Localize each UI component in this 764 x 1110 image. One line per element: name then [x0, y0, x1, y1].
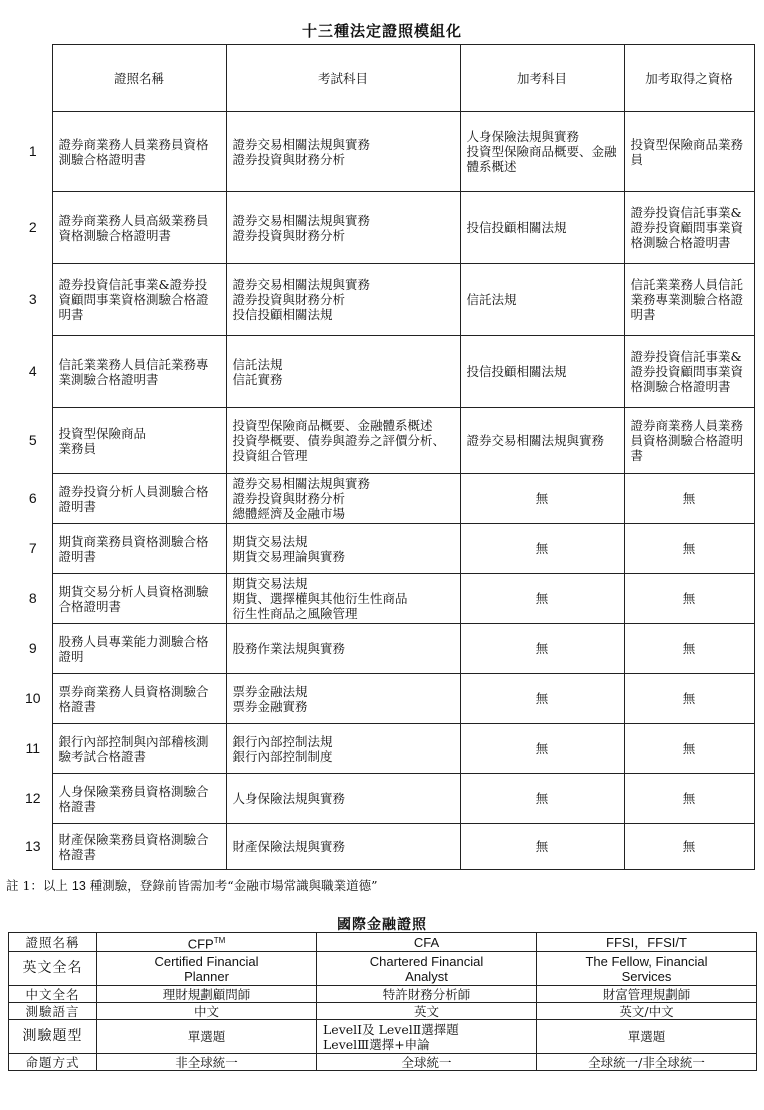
- extra-qualification-cell: 證券投資信託事業&證券投資顧問事業資格測驗合格證明書: [624, 192, 754, 264]
- header-extra-qualification: 加考取得之資格: [624, 45, 754, 112]
- row-number: 4: [14, 336, 52, 408]
- cert-name-cell: 證券商業務人員高級業務員資格測驗合格證明書: [52, 192, 226, 264]
- intl-label: 證照名稱: [9, 933, 97, 952]
- extra-qualification-cell: 證券商業務人員業務員資格測驗合格證明書: [624, 408, 754, 474]
- table-row: [14, 524, 754, 574]
- extra-qualification-cell: 無: [624, 524, 754, 574]
- intl-row-chinese: [9, 986, 757, 1003]
- intl-cell-ffsi: FFSI，FFSI/T: [537, 933, 757, 952]
- table-row: [14, 264, 754, 336]
- row-number: 11: [14, 724, 52, 774]
- table-row: [14, 408, 754, 474]
- extra-qualification-cell: 無: [624, 774, 754, 824]
- exam-subjects-cell: 證券交易相關法規與實務 證券投資與財務分析: [226, 112, 460, 192]
- table-row: [14, 774, 754, 824]
- intl-cell-cfa: Chartered Financial Analyst: [317, 952, 537, 986]
- extra-qualification-cell: 投資型保險商品業務員: [624, 112, 754, 192]
- cert-name-cell: 人身保險業務員資格測驗合格證書: [52, 774, 226, 824]
- intl-cell-cfp: 中文: [97, 1003, 317, 1020]
- extra-subjects-cell: 無: [460, 474, 624, 524]
- cert-name-cell: 信託業業務人員信託業務專業測驗合格證明書: [52, 336, 226, 408]
- intl-cell-cfp: Certified Financial Planner: [97, 952, 317, 986]
- cert-name-cell: 證券商業務人員業務員資格測驗合格證明書: [52, 112, 226, 192]
- cert-name-cell: 股務人員專業能力測驗合格證明: [52, 624, 226, 674]
- extra-subjects-cell: 無: [460, 774, 624, 824]
- extra-qualification-cell: 信託業業務人員信託業務專業測驗合格證明書: [624, 264, 754, 336]
- intl-label: 測驗題型: [9, 1020, 97, 1054]
- intl-cell-cfa: 全球統一: [317, 1054, 537, 1071]
- cert-name-cell: 期貨商業務員資格測驗合格證明書: [52, 524, 226, 574]
- intl-label: 中文全名: [9, 986, 97, 1003]
- extra-subjects-cell: 證券交易相關法規與實務: [460, 408, 624, 474]
- page-title: 十三種法定證照模組化: [301, 22, 462, 40]
- table-row: [14, 574, 754, 624]
- intl-cell-cfa: 英文: [317, 1003, 537, 1020]
- intl-table: [8, 932, 757, 1071]
- exam-subjects-cell: 投資型保險商品概要、金融體系概述 投資學概要、債券與證券之評價分析、投資組合管理: [226, 408, 460, 474]
- license-table: [14, 44, 755, 870]
- table-row: [14, 674, 754, 724]
- extra-subjects-cell: 信託法規: [460, 264, 624, 336]
- footnote: 註 1：以上 13 種測驗，登錄前皆需加考“金融市場常識與職業道德”: [6, 878, 378, 893]
- intl-row-format: [9, 1020, 757, 1054]
- cert-name-cell: 期貨交易分析人員資格測驗合格證明書: [52, 574, 226, 624]
- row-number: 5: [14, 408, 52, 474]
- exam-subjects-cell: 證券交易相關法規與實務 證券投資與財務分析 總體經濟及金融市場: [226, 474, 460, 524]
- cert-name-cell: 票券商業務人員資格測驗合格證書: [52, 674, 226, 724]
- intl-label: 命題方式: [9, 1054, 97, 1071]
- extra-subjects-cell: 無: [460, 574, 624, 624]
- row-number: 6: [14, 474, 52, 524]
- intl-row-cert: [9, 933, 757, 952]
- extra-qualification-cell: 無: [624, 574, 754, 624]
- table-row: [14, 824, 754, 870]
- intl-cell-ffsi: 英文/中文: [537, 1003, 757, 1020]
- intl-row-english: [9, 952, 757, 986]
- exam-subjects-cell: 股務作業法規與實務: [226, 624, 460, 674]
- extra-subjects-cell: 無: [460, 674, 624, 724]
- exam-subjects-cell: 財產保險法規與實務: [226, 824, 460, 870]
- row-number: 7: [14, 524, 52, 574]
- table-row: [14, 336, 754, 408]
- table-row: [14, 624, 754, 674]
- row-number: 10: [14, 674, 52, 724]
- intl-cell-cfa: LevelⅠ及 LevelⅡ選擇題 LevelⅢ選擇+申論: [317, 1020, 537, 1054]
- extra-subjects-cell: 投信投顧相關法規: [460, 336, 624, 408]
- exam-subjects-cell: 期貨交易法規 期貨交易理論與實務: [226, 524, 460, 574]
- row-number: 3: [14, 264, 52, 336]
- exam-subjects-cell: 票券金融法規 票券金融實務: [226, 674, 460, 724]
- row-number: 13: [14, 824, 52, 870]
- cert-name-cell: 證券投資分析人員測驗合格證明書: [52, 474, 226, 524]
- exam-subjects-cell: 信託法規 信託實務: [226, 336, 460, 408]
- extra-subjects-cell: 投信投顧相關法規: [460, 192, 624, 264]
- exam-subjects-cell: 期貨交易法規 期貨、選擇權與其他衍生性商品 衍生性商品之風險管理: [226, 574, 460, 624]
- extra-qualification-cell: 無: [624, 674, 754, 724]
- intl-title: 國際金融證照: [337, 917, 427, 933]
- row-number: 8: [14, 574, 52, 624]
- cert-name-cell: 銀行內部控制與內部稽核測驗考試合格證書: [52, 724, 226, 774]
- intl-label: 測驗語言: [9, 1003, 97, 1020]
- table-row: [14, 474, 754, 524]
- intl-row-language: [9, 1003, 757, 1020]
- extra-qualification-cell: 無: [624, 824, 754, 870]
- intl-cell-ffsi: 單選題: [537, 1020, 757, 1054]
- header-exam-subjects: 考試科目: [226, 45, 460, 112]
- exam-subjects-cell: 證券交易相關法規與實務 證券投資與財務分析: [226, 192, 460, 264]
- row-number: 9: [14, 624, 52, 674]
- cert-name-cell: 證券投資信託事業&證券投資顧問事業資格測驗合格證明書: [52, 264, 226, 336]
- intl-cell-cfa: CFA: [317, 933, 537, 952]
- table-row: [14, 112, 754, 192]
- intl-cell-cfa: 特許財務分析師: [317, 986, 537, 1003]
- intl-row-method: [9, 1054, 757, 1071]
- exam-subjects-cell: 銀行內部控制法規 銀行內部控制制度: [226, 724, 460, 774]
- intl-cell-cfp: 理財規劃顧問師: [97, 986, 317, 1003]
- extra-subjects-cell: 無: [460, 524, 624, 574]
- row-number: 2: [14, 192, 52, 264]
- extra-qualification-cell: 無: [624, 624, 754, 674]
- extra-subjects-cell: 人身保險法規與實務 投資型保險商品概要、金融體系概述: [460, 112, 624, 192]
- exam-subjects-cell: 人身保險法規與實務: [226, 774, 460, 824]
- extra-qualification-cell: 無: [624, 724, 754, 774]
- intl-cell-ffsi: The Fellow, Financial Services: [537, 952, 757, 986]
- table-row: [14, 724, 754, 774]
- extra-qualification-cell: 無: [624, 474, 754, 524]
- extra-qualification-cell: 證券投資信託事業&證券投資顧問事業資格測驗合格證明書: [624, 336, 754, 408]
- extra-subjects-cell: 無: [460, 724, 624, 774]
- extra-subjects-cell: 無: [460, 824, 624, 870]
- header-cert-name: 證照名稱: [52, 45, 226, 112]
- row-number: 12: [14, 774, 52, 824]
- cert-name-cell: 財產保險業務員資格測驗合格證書: [52, 824, 226, 870]
- header-number: [14, 45, 52, 112]
- header-row: [14, 45, 754, 112]
- intl-cell-cfp: 非全球統一: [97, 1054, 317, 1071]
- intl-label: 英文全名: [9, 952, 97, 986]
- exam-subjects-cell: 證券交易相關法規與實務 證券投資與財務分析 投信投顧相關法規: [226, 264, 460, 336]
- intl-cell-ffsi: 全球統一/非全球統一: [537, 1054, 757, 1071]
- table-row: [14, 192, 754, 264]
- extra-subjects-cell: 無: [460, 624, 624, 674]
- row-number: 1: [14, 112, 52, 192]
- intl-cell-cfp: CFP™: [97, 933, 317, 952]
- intl-cell-ffsi: 財富管理規劃師: [537, 986, 757, 1003]
- header-extra-subjects: 加考科目: [460, 45, 624, 112]
- intl-cell-cfp: 單選題: [97, 1020, 317, 1054]
- cert-name-cell: 投資型保險商品 業務員: [52, 408, 226, 474]
